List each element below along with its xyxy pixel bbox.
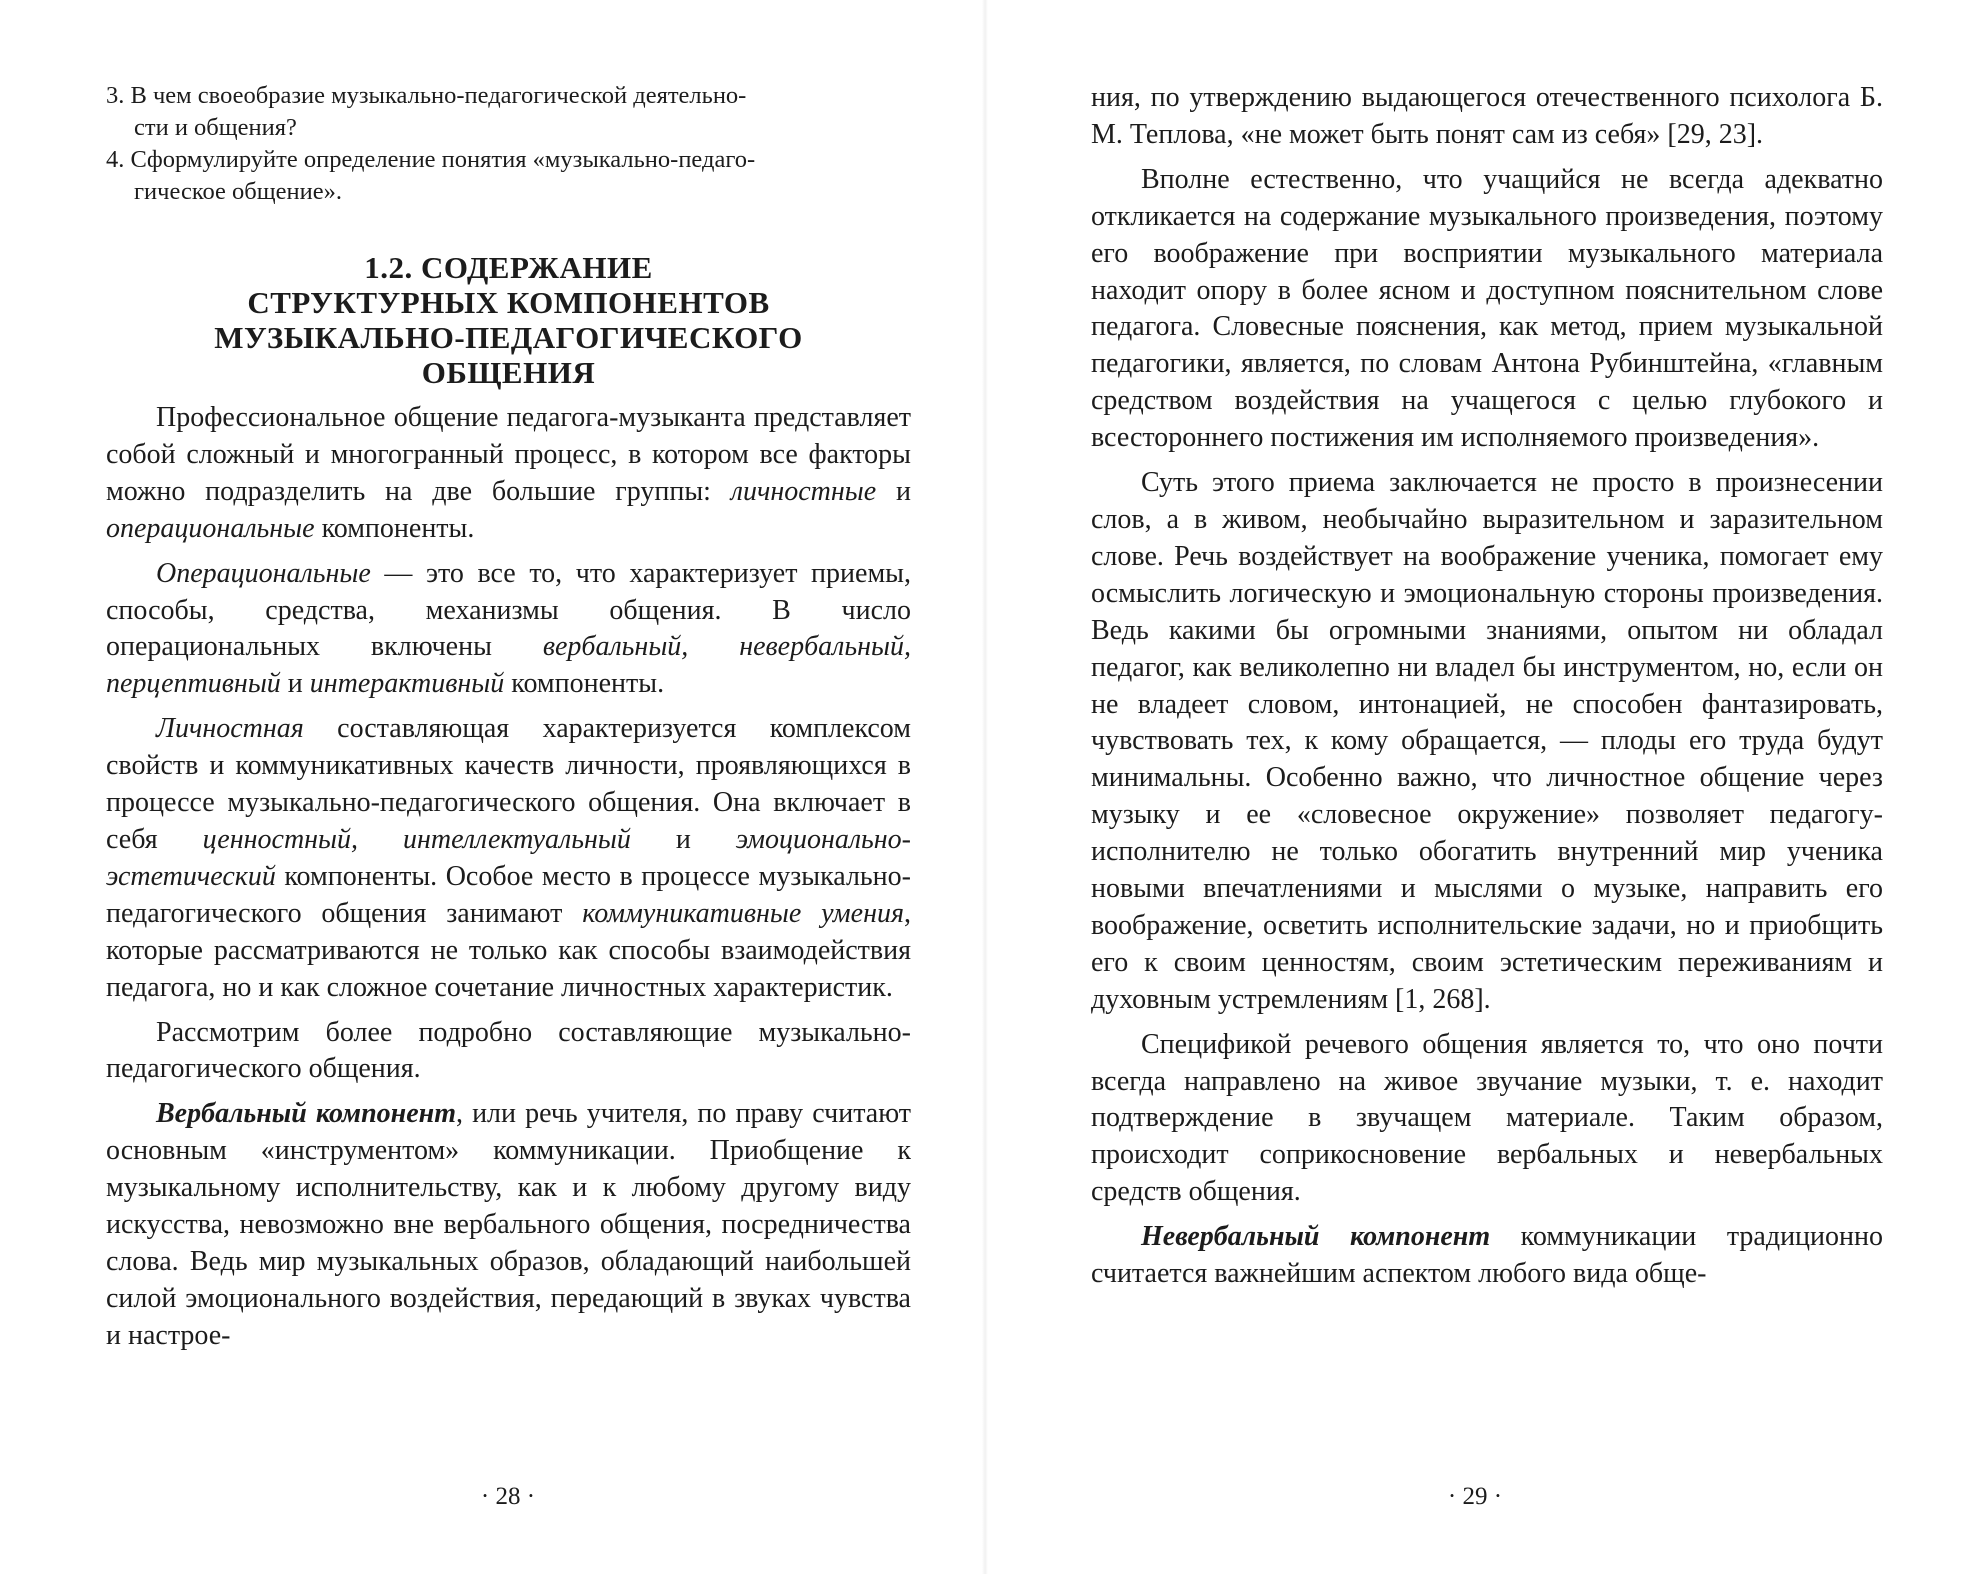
left-paragraph-3 xyxy=(106,711,911,1006)
left-p3-text2: компоненты. Особое место в процессе музыкально-педагогического общения занимают xyxy=(106,860,911,929)
right-paragraph-5 xyxy=(1091,1219,1883,1293)
right-paragraph-4: Спецификой речевого общения является то, что оно почти всегда направлено на живое звучание музыки, т. е. находит подтверждение в звучащем материале. Таким образом, происходит соприкосновение вербальных и невербальных средств общения. xyxy=(1091,1028,1883,1208)
question-4 xyxy=(106,144,911,208)
left-paragraph-2 xyxy=(106,556,911,704)
left-paragraph-1 xyxy=(106,400,911,548)
left-p2-em3: интерактивный xyxy=(309,668,505,700)
left-p2-end: компоненты. xyxy=(504,668,665,700)
left-p3-em2: ценностный, интеллектуальный xyxy=(202,823,631,855)
left-p2-em1: Операциональные xyxy=(156,557,371,589)
question-4-line1: 4. Сформулируйте определение понятия «музыкально-педаго- xyxy=(106,146,756,173)
heading-line3: МУЗЫКАЛЬНО-ПЕДАГОГИЧЕСКОГО xyxy=(214,320,803,355)
left-page xyxy=(0,0,985,1574)
heading-line4: ОБЩЕНИЯ xyxy=(421,355,596,390)
heading-line1: 1.2. СОДЕРЖАНИЕ xyxy=(364,250,653,285)
page-number-left: · 28 · xyxy=(480,1483,536,1510)
heading-line2: СТРУКТУРНЫХ КОМПОНЕНТОВ xyxy=(247,285,770,320)
left-p1-em2: операциональные xyxy=(106,512,315,544)
right-p5-strong: Невербальный компонент xyxy=(1141,1221,1491,1253)
question-3-line1: 3. В чем своеобразие музыкально-педагогической деятельно- xyxy=(106,82,747,109)
left-paragraph-4: Рассмотрим более подробно составляющие музыкально-педагогического общения. xyxy=(106,1016,911,1085)
left-page-text xyxy=(106,80,911,1355)
left-p5-text: , или речь учителя, по праву считают основным «инструментом» коммуникации. Приобщение к музыкальному исполнительству, как и к любому другому виду искусства, невозможно вне вербального общения, посредничества слова. Ведь мир музыкальных образов, обладающий наибольшей силой эмоционального воздействия, передающий в звуках чувства и настрое- xyxy=(106,1098,911,1351)
left-p1-text: Профессиональное общение педагога-музыканта представляет собой сложный и многогранный процесс, в котором все факторы можно подразделить на две большие группы: xyxy=(106,402,911,507)
left-p3-mid: и xyxy=(630,823,736,855)
left-p1-end: компоненты. xyxy=(314,512,475,544)
right-page-text xyxy=(1091,80,1883,1293)
question-4-line2: гическое общение». xyxy=(134,178,342,205)
review-questions xyxy=(106,80,911,208)
left-p5-strong: Вербальный компонент xyxy=(156,1098,456,1130)
right-paragraph-1: ния, по утверждению выдающегося отечественного психолога Б. М. Теплова, «не может быть понят сам из себя» [29, 23]. xyxy=(1091,82,1883,150)
left-p3-text1: составляющая характеризуется комплексом свойств и коммуникативных качеств личности, проявляющихся в процессе музыкально-педагогического общения. Она включает в себя xyxy=(106,713,911,855)
question-3-line2: сти и общения? xyxy=(134,114,297,141)
question-3 xyxy=(106,80,911,144)
left-p3-em4: коммуникативные умения xyxy=(582,897,904,929)
left-p2-text1: — это все то, что характеризует приемы, способы, средства, механизмы общения. В число операциональных включены xyxy=(106,557,911,663)
left-p2-mid: и xyxy=(280,668,310,700)
left-p1-mid: и xyxy=(876,475,912,507)
right-p5-text: коммуникации традиционно считается важнейшим аспектом любого вида обще- xyxy=(1091,1221,1883,1290)
section-heading xyxy=(106,250,911,390)
left-p3-end: , которые рассматриваются не только как способы взаимодействия педагога, но и как сложное сочетание личностных характеристик. xyxy=(106,897,911,1003)
page-number-right: · 29 · xyxy=(1447,1483,1503,1510)
right-page xyxy=(985,0,1971,1574)
left-p3-em1: Личностная xyxy=(156,713,304,745)
left-p2-em2: вербальный, невербальный, перцептивный xyxy=(106,631,911,700)
left-p1-em1: личностные xyxy=(730,475,877,507)
left-paragraph-5 xyxy=(106,1096,911,1354)
right-paragraph-2: Вполне естественно, что учащийся не всегда адекватно откликается на содержание музыкального произведения, поэтому его воображение при восприятии музыкального материала находит опору в более ясном и доступном пояснительном слове педагога. Словесные пояснения, как метод, прием музыкальной педагогики, является, по словам Антона Рубинштейна, «главным средством воздействия на учащегося с целью глубокого и всестороннего постижения им исполняемого произведения». xyxy=(1091,163,1883,454)
right-paragraph-3: Суть этого приема заключается не просто в произнесении слов, а в живом, необычайно выразительном и заразительном слове. Речь воздействует на воображение ученика, помогает ему осмыслить логическую и эмоциональную стороны произведения. Ведь какими бы огромными знаниями, опытом ни обладал педагог, как великолепно ни владел бы инструментом, но, если он не владеет словом, интонацией, не способен фантазировать, чувствовать тех, к кому обращается, — плоды его труда будут минимальны. Особенно важно, что личностное общение через музыку и ее «словесное окружение» позволяет педагогу-исполнителю не только обогатить внутренний мир ученика новыми впечатлениями и мыслями о музыке, направить его воображение, осветить исполнительские задачи, но и приобщить его к своим ценностям, своим эстетическим переживаниям и духовным устремлениям [1, 268]. xyxy=(1091,467,1883,1015)
left-p3-em3: эмоционально-эстетический xyxy=(106,823,912,892)
